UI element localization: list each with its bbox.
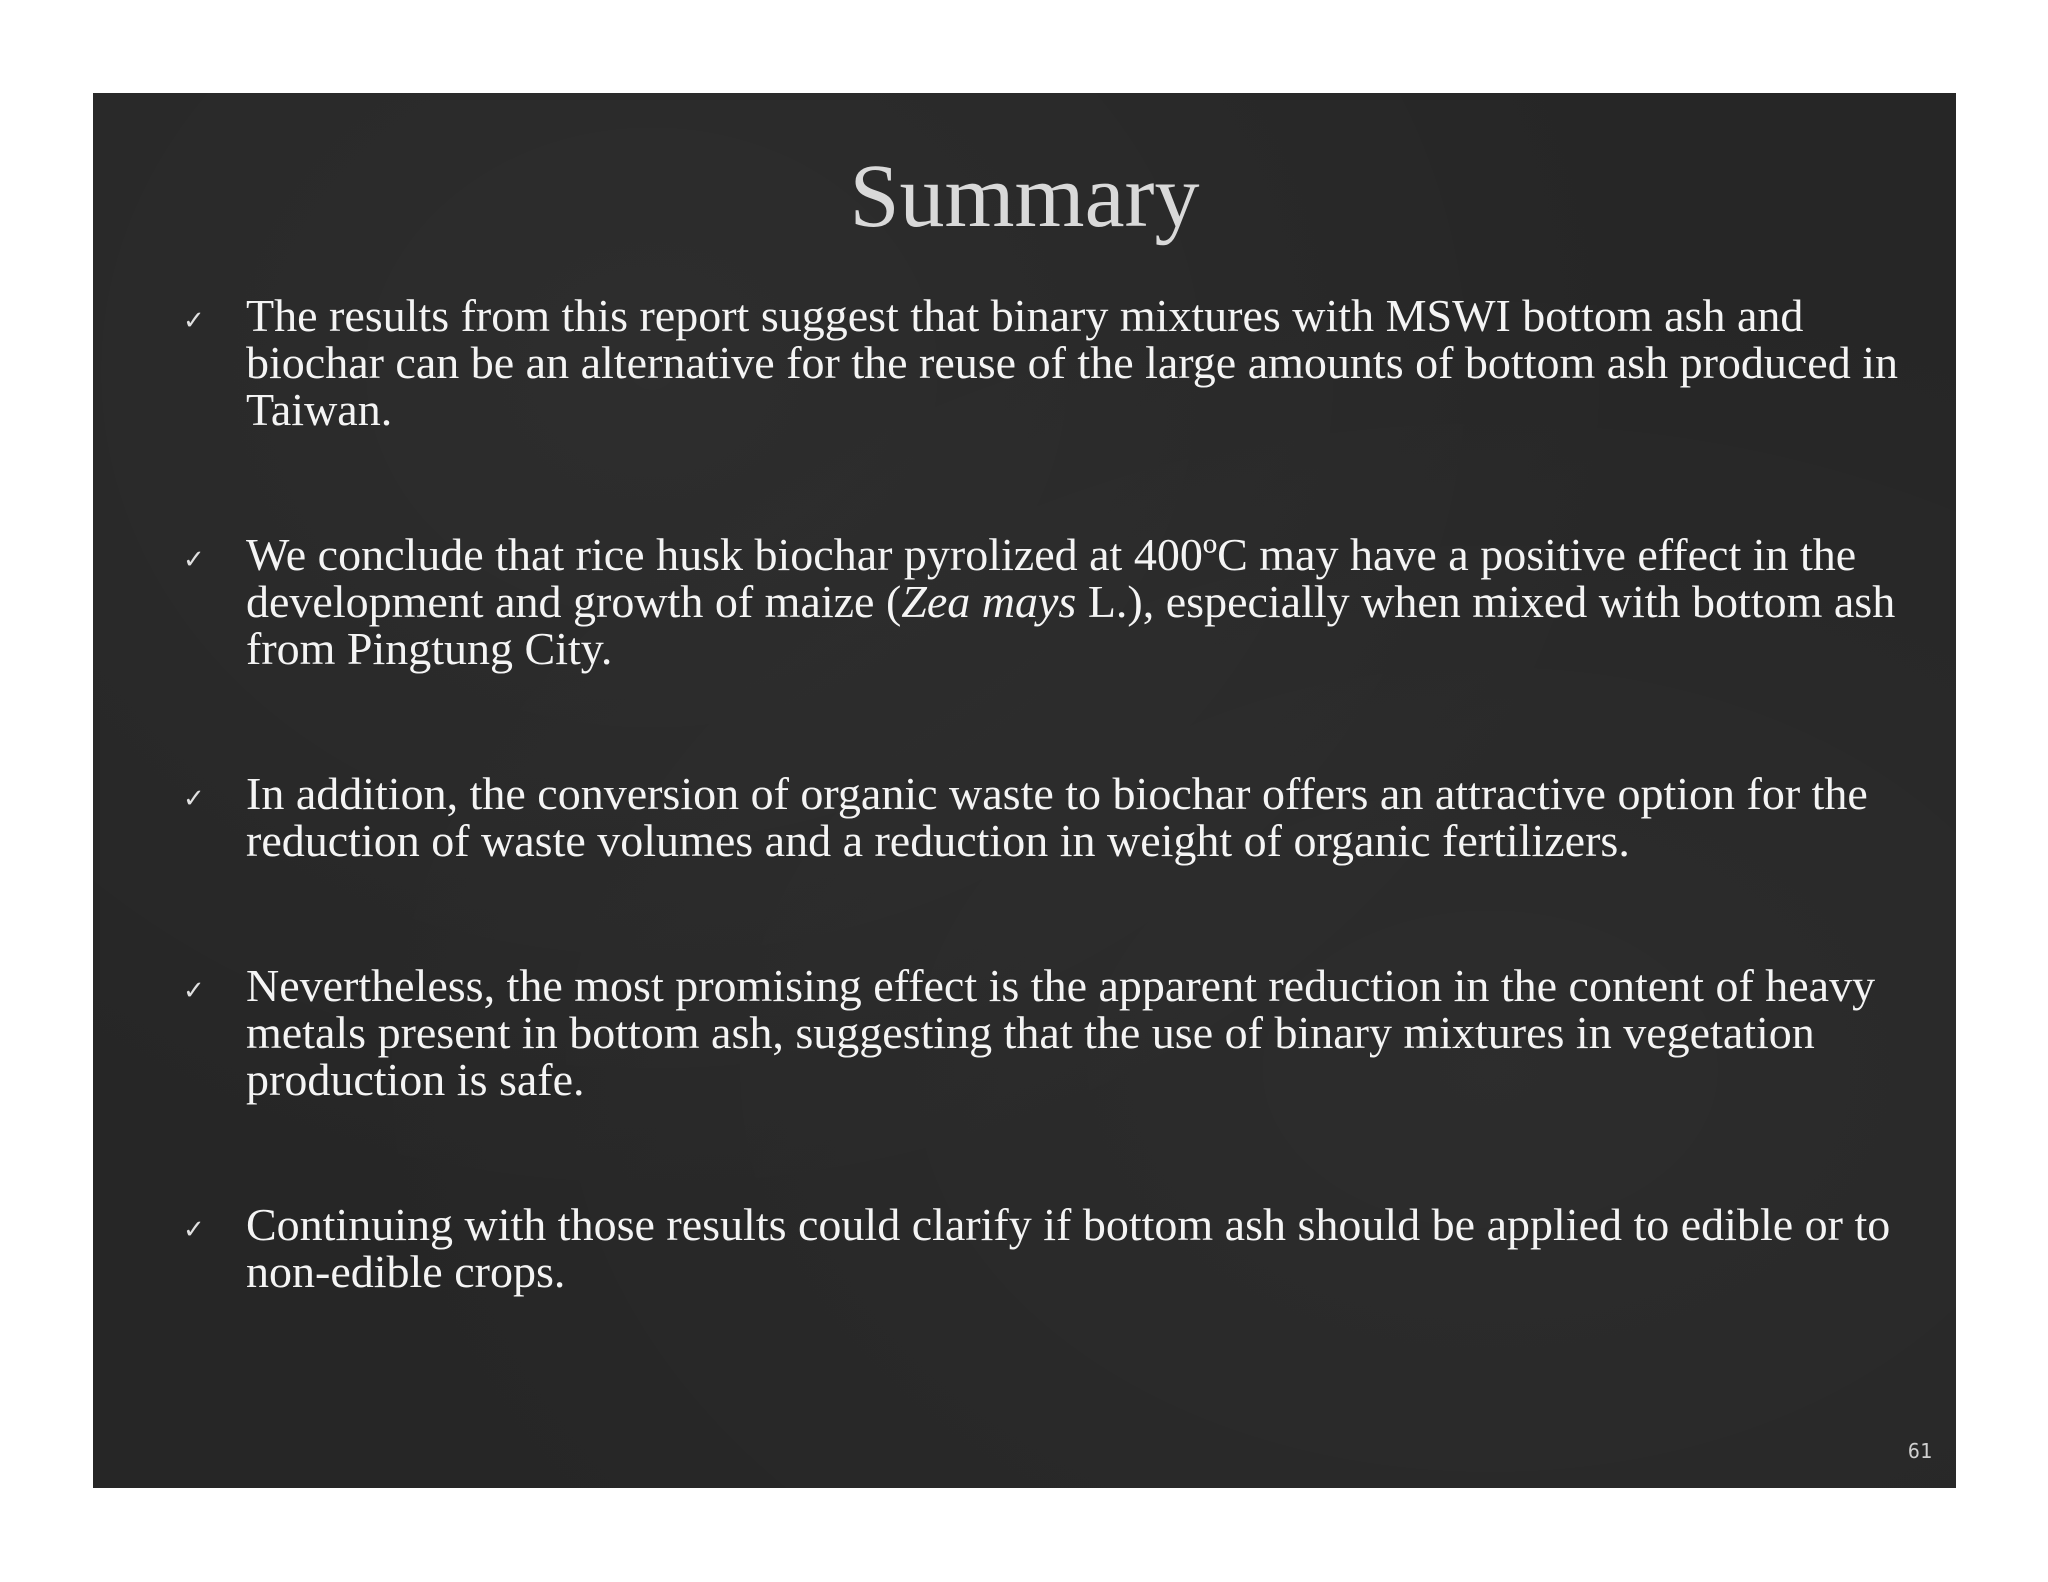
bullet-list [181, 292, 1901, 1295]
check-mark-icon: ✓ [183, 976, 205, 1006]
bullet-item [181, 770, 1901, 864]
bullet-text: Continuing with those results could clarify if bottom ash should be applied to edible or to non-edible crops. [246, 1199, 1891, 1297]
bullet-text: The results from this report suggest that binary mixtures with MSWI bottom ash and biochar can be an alternative for the reuse of the large amounts of bottom ash produced in Taiwan. [246, 290, 1899, 435]
bullet-text-end: L.), especially when mixed with bottom ash from Pingtung City. [246, 576, 1896, 674]
check-mark-icon: ✓ [183, 1215, 205, 1245]
check-mark-icon: ✓ [183, 545, 205, 575]
bullet-text-start: We conclude that rice husk biochar pyrolized at 400ºC may have a positive effect in the development and growth of maize ( [246, 529, 1857, 627]
bullet-item [181, 1201, 1901, 1295]
check-mark-icon: ✓ [183, 306, 205, 336]
bullet-text: Nevertheless, the most promising effect is the apparent reduction in the content of heavy metals present in bottom ash, suggesting that the use of binary mixtures in vegetation production is safe. [246, 960, 1876, 1105]
check-mark-icon: ✓ [183, 784, 205, 814]
bullet-item [181, 292, 1901, 433]
species-name: Zea mays [901, 576, 1077, 627]
slide [93, 93, 1956, 1488]
bullet-text: In addition, the conversion of organic waste to biochar offers an attractive option for the reduction of waste volumes and a reduction in weight of organic fertilizers. [246, 768, 1868, 866]
bullet-item [181, 962, 1901, 1103]
slide-title: Summary [849, 147, 1200, 246]
page-number: 61 [1907, 1439, 1932, 1463]
bullet-item [181, 531, 1901, 672]
